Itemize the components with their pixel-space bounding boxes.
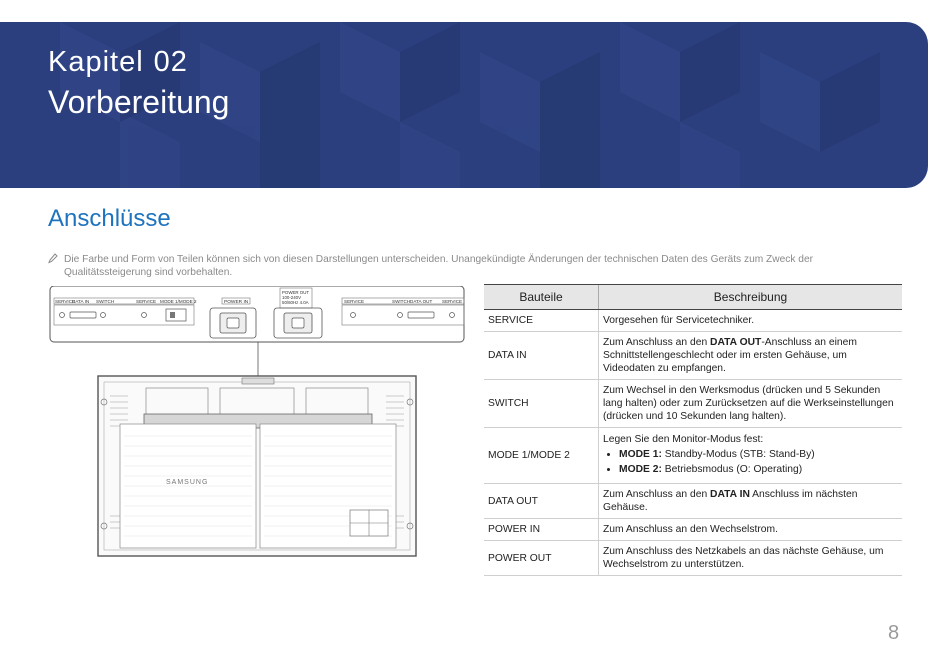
label-switch-right: SWITCH bbox=[392, 299, 411, 304]
table-header-component: Bauteile bbox=[484, 285, 599, 310]
row-name-mode: MODE 1/MODE 2 bbox=[484, 428, 599, 484]
pencil-icon bbox=[48, 253, 64, 279]
row-desc-power-out: Zum Anschluss des Netzkabels an das nächste Gehäuse, um Wechselstrom zu unterstützen. bbox=[599, 541, 903, 576]
label-power-out-freq: 50/60Hz 4.0A bbox=[282, 300, 309, 305]
chapter-word: Kapitel bbox=[48, 46, 144, 78]
row-desc-service: Vorgesehen für Servicetechniker. bbox=[599, 310, 903, 332]
row-name-switch: SWITCH bbox=[484, 380, 599, 428]
label-service-left2: SERVICE bbox=[136, 299, 157, 304]
table-row bbox=[484, 428, 902, 484]
label-data-in: DATA IN bbox=[72, 299, 90, 304]
row-desc-data-out: Zum Anschluss an den DATA IN Anschluss im nächsten Gehäuse. bbox=[599, 484, 903, 519]
label-power-in: POWER IN bbox=[224, 300, 249, 305]
row-name-data-out: DATA OUT bbox=[484, 484, 599, 519]
label-power-out: POWER OUT bbox=[282, 290, 310, 295]
chapter-banner bbox=[0, 22, 928, 188]
list-item: • MODE 2: Betriebsmodus (O: Operating) bbox=[619, 463, 898, 476]
label-switch-left: SWITCH bbox=[96, 299, 115, 304]
row-desc-data-in: Zum Anschluss an den DATA OUT-Anschluss an einem Schnittstellengeschlecht oder im ersten Gehäuse, um Videodaten zu empfangen. bbox=[599, 332, 903, 380]
label-service-left: SERVICE bbox=[55, 299, 76, 304]
row-desc-power-in: Zum Anschluss an den Wechselstrom. bbox=[599, 519, 903, 541]
chapter-number: 02 bbox=[153, 46, 188, 78]
chapter-label bbox=[48, 46, 188, 79]
table-row bbox=[484, 380, 902, 428]
note bbox=[48, 253, 900, 279]
row-name-power-out: POWER OUT bbox=[484, 541, 599, 576]
row-name-power-in: POWER IN bbox=[484, 519, 599, 541]
label-service-right2: SERVICE bbox=[442, 299, 463, 304]
label-service-right: SERVICE bbox=[344, 299, 365, 304]
row-desc-switch: Zum Wechsel in den Werksmodus (drücken und 5 Sekunden lang halten) oder zum Zurücksetzen auf die Werkseinstellungen (drücken und 10 Sekunden lang halten). bbox=[599, 380, 903, 428]
brand-logo: SAMSUNG bbox=[166, 479, 209, 486]
callout-box bbox=[50, 286, 464, 342]
page-number: 8 bbox=[888, 622, 900, 644]
table-row bbox=[484, 519, 902, 541]
row-desc-mode: Legen Sie den Monitor-Modus fest: • MODE 1: Standby-Modus (STB: Stand-By) • MODE 2: Betriebsmodus (O: Operating) bbox=[599, 428, 903, 484]
connector-diagram bbox=[48, 286, 468, 558]
table-row bbox=[484, 484, 902, 519]
row-name-service: SERVICE bbox=[484, 310, 599, 332]
table-row bbox=[484, 310, 902, 332]
connector-table bbox=[484, 284, 902, 576]
note-text: Die Farbe und Form von Teilen können sich von diesen Darstellungen unterscheiden. Unangekündigte Änderungen der technischen Daten des Geräts zum Zweck der Qualitätssteigerung sind vorbehalten. bbox=[64, 254, 814, 278]
label-data-out: DATA OUT bbox=[410, 299, 433, 304]
list-item: • MODE 1: Standby-Modus (STB: Stand-By) bbox=[619, 448, 898, 461]
table-header-description: Beschreibung bbox=[599, 285, 903, 310]
table-row bbox=[484, 541, 902, 576]
label-mode: MODE 1/MODE 2 bbox=[160, 299, 197, 304]
row-name-data-in: DATA IN bbox=[484, 332, 599, 380]
chapter-title: Vorbereitung bbox=[48, 84, 230, 120]
section-title: Anschlüsse bbox=[48, 205, 171, 232]
table-row bbox=[484, 332, 902, 380]
label-power-out-voltage: 100-240V bbox=[282, 295, 302, 300]
